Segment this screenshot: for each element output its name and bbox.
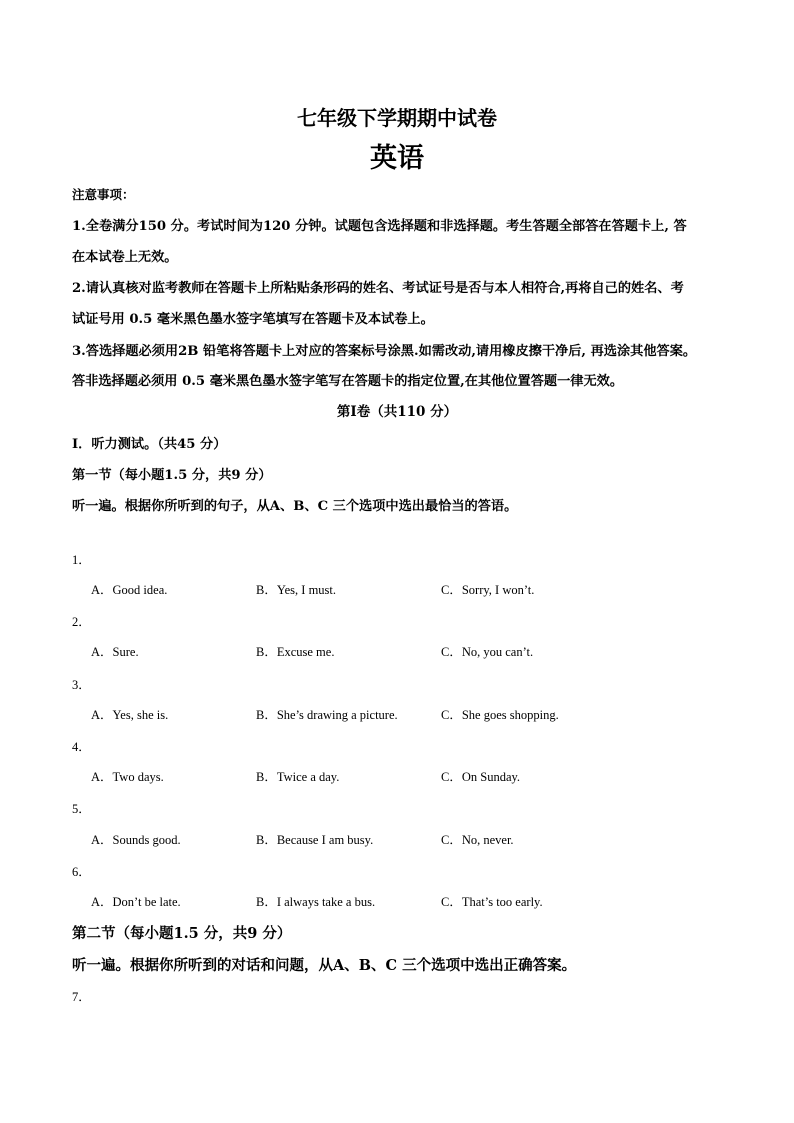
- option-a: A．Yes, she is.: [91, 708, 169, 722]
- note-line: 2.请认真核对监考教师在答题卡上所粘贴条形码的姓名、考试证号是否与本人相符合,再将自己的姓名、考: [72, 281, 684, 296]
- exam-title: 七年级下学期期中试卷: [297, 106, 497, 130]
- subsection-1-instruction: 听一遍。根据你所听到的句子，从A、B、C 三个选项中选出最恰当的答语。: [72, 499, 518, 514]
- subsection-2-instruction: 听一遍。根据你所听到的对话和问题，从A、B、C 三个选项中选出正确答案。: [72, 957, 577, 974]
- subsection-1-heading: 第一节（每小题1.5 分，共9 分）: [72, 468, 272, 483]
- question-number: 3．: [72, 678, 91, 692]
- question-number: 6．: [72, 865, 91, 879]
- option-b: B．Excuse me.: [256, 645, 335, 659]
- notes-heading: 注意事项：: [72, 187, 135, 202]
- option-a: A．Good idea.: [91, 583, 168, 597]
- section-title: 第Ⅰ卷（共110 分）: [336, 404, 458, 420]
- note-line: 在本试卷上无效。: [72, 250, 178, 265]
- listening-heading: Ⅰ．听力测试。（共45 分）: [72, 437, 227, 452]
- question-number: 7．: [72, 990, 91, 1004]
- note-line: 1.全卷满分150 分。考试时间为120 分钟。试题包含选择题和非选择题。考生答题全部答在答题卡上, 答: [72, 219, 687, 234]
- question-number: 4．: [72, 740, 91, 754]
- option-b: B．I always take a bus.: [256, 895, 376, 909]
- option-a: A．Two days.: [91, 770, 164, 784]
- option-b: B．She’s drawing a picture.: [256, 708, 398, 722]
- subsection-2-heading: 第二节（每小题1.5 分，共9 分）: [72, 925, 292, 942]
- option-c: C．She goes shopping.: [441, 708, 559, 722]
- option-b: B．Because I am busy.: [256, 833, 374, 847]
- question-number: 2．: [72, 615, 91, 629]
- option-a: A．Sure.: [91, 645, 139, 659]
- subject-title: 英语: [370, 143, 424, 174]
- option-a: A．Don’t be late.: [91, 895, 181, 909]
- note-line: 答非选择题必须用 0.5 毫米黑色墨水签字笔写在答题卡的指定位置,在其他位置答题一律无效。: [72, 374, 624, 389]
- option-c: C．No, never.: [441, 833, 514, 847]
- question-number: 5．: [72, 802, 91, 816]
- question-number: 1．: [72, 553, 91, 567]
- note-line: 3.答选择题必须用2B 铅笔将答题卡上对应的答案标号涂黑.如需改动,请用橡皮擦干净后, 再选涂其他答案。: [72, 344, 697, 359]
- option-c: C．Sorry, I won’t.: [441, 583, 535, 597]
- option-a: A．Sounds good.: [91, 833, 181, 847]
- option-b: B．Yes, I must.: [256, 583, 336, 597]
- option-c: C．On Sunday.: [441, 770, 521, 784]
- option-b: B．Twice a day.: [256, 770, 340, 784]
- option-c: C．No, you can’t.: [441, 645, 534, 659]
- option-c: C．That’s too early.: [441, 895, 543, 909]
- note-line: 试证号用 0.5 毫米黑色墨水签字笔填写在答题卡及本试卷上。: [72, 312, 434, 327]
